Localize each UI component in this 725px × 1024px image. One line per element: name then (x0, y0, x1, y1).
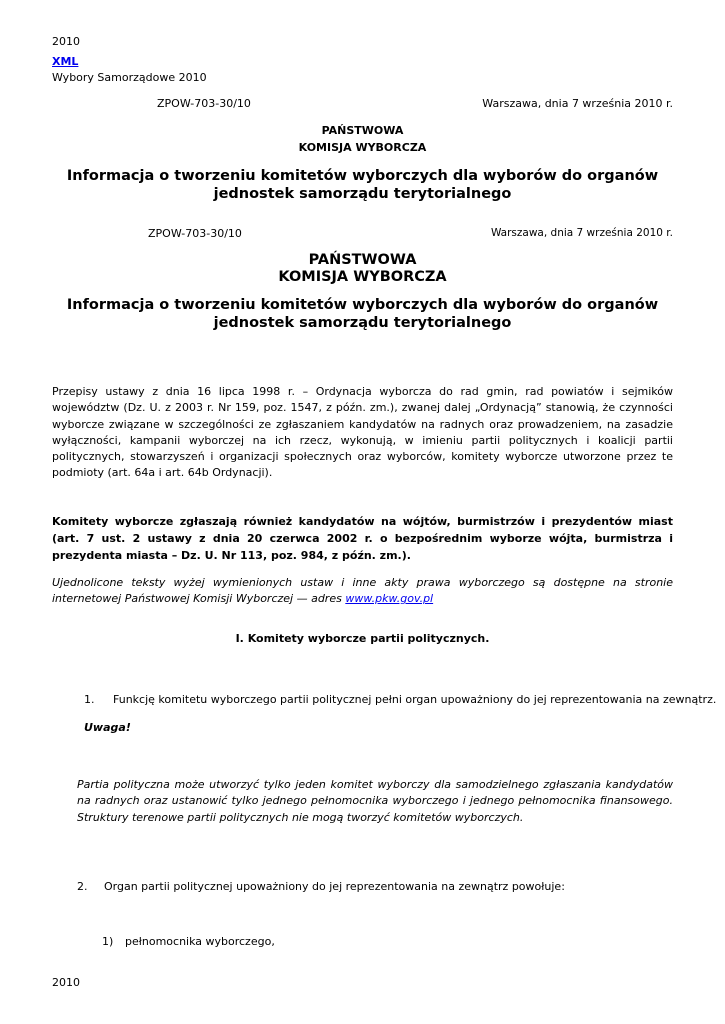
item-1-text: Funkcję komitetu wyborczego partii politycznej pełni organ upoważniony do jej reprezentowania na zewnątrz. (113, 693, 717, 706)
uwaga-label: Uwaga! (84, 721, 131, 734)
ref-number-2: ZPOW-703-30/10 (148, 227, 242, 240)
footer-year: 2010 (52, 976, 80, 989)
paragraph-laws-text: Ujednolicone teksty wyżej wymienionych ustaw i inne akty prawa wyborczego są dostępne na stronie internetowej Państwowej Komisji Wyborczej — adres (52, 576, 673, 606)
document-title: Informacja o tworzeniu komitetów wyborczych dla wyborów do organów jednostek samorządu terytorialnego (66, 168, 659, 202)
note-paragraph: Partia polityczna może utworzyć tylko jeden komitet wyborczy dla samodzielnego zgłaszania kandydatów na radnych oraz ustanowić tylko jednego pełnomocnika wyborczego i jednego pełnomocnika finansowego. Struktury terenowe partii politycznych nie mogą tworzyć komitetów wyborczych. (77, 778, 673, 824)
org-name-line2: KOMISJA WYBORCZA (298, 141, 427, 154)
org-name-2-line2: KOMISJA WYBORCZA (278, 269, 447, 285)
item-2-text: Organ partii politycznej upoważniony do jej reprezentowania na zewnątrz powołuje: (104, 880, 565, 893)
sub-item-1-text: pełnomocnika wyborczego, (125, 935, 275, 948)
section-heading: I. Komitety wyborcze partii politycznych. (235, 632, 490, 645)
sub-item-1-number: 1) (102, 935, 114, 948)
ref-number: ZPOW-703-30/10 (157, 97, 251, 110)
document-title-2: Informacja o tworzeniu komitetów wyborczych dla wyborów do organów jednostek samorządu terytorialnego (66, 297, 659, 331)
org-name-line1: PAŃSTWOWA (321, 124, 404, 137)
header-subtitle: Wybory Samorządowe 2010 (52, 71, 207, 84)
paragraph-intro: Przepisy ustawy z dnia 16 lipca 1998 r. – Ordynacja wyborcza do rad gmin, rad powiatów i sejmików województw (Dz. U. z 2003 r. Nr 159, poz. 1547, z późn. zm.), zwanej dalej „Ordynacją” stanowią, że czynności wyborcze związane w szczególności ze zgłaszaniem kandydatów na radnych oraz prowadzeniem, na zasadzie wyłączności, kampanii wyborczej na ich rzecz, wykonują, w imieniu partii politycznych i koalicji partii politycznych, stowarzyszeń i organizacji społecznych oraz wyborców, komitety wyborcze utworzone przez te podmioty (art. 64a i art. 64b Ordynacji). (52, 385, 673, 480)
xml-link[interactable]: XML (52, 55, 79, 68)
header-year: 2010 (52, 35, 80, 48)
org-name-2-line1: PAŃSTWOWA (308, 252, 417, 268)
item-2-number: 2. (77, 880, 88, 893)
document-date: Warszawa, dnia 7 września 2010 r. (482, 97, 673, 110)
document-date-2: Warszawa, dnia 7 września 2010 r. (490, 227, 673, 239)
paragraph-laws (52, 575, 673, 608)
item-1-number: 1. (84, 693, 95, 706)
pkw-website-link[interactable]: www.pkw.gov.pl (345, 592, 434, 606)
paragraph-candidates: Komitety wyborcze zgłaszają również kandydatów na wójtów, burmistrzów i prezydentów miast (art. 7 ust. 2 ustawy z dnia 20 czerwca 2002 r. o bezpośrednim wyborze wójta, burmistrza i prezydenta miasta – Dz. U. Nr 113, poz. 984, z późn. zm.). (52, 515, 673, 562)
